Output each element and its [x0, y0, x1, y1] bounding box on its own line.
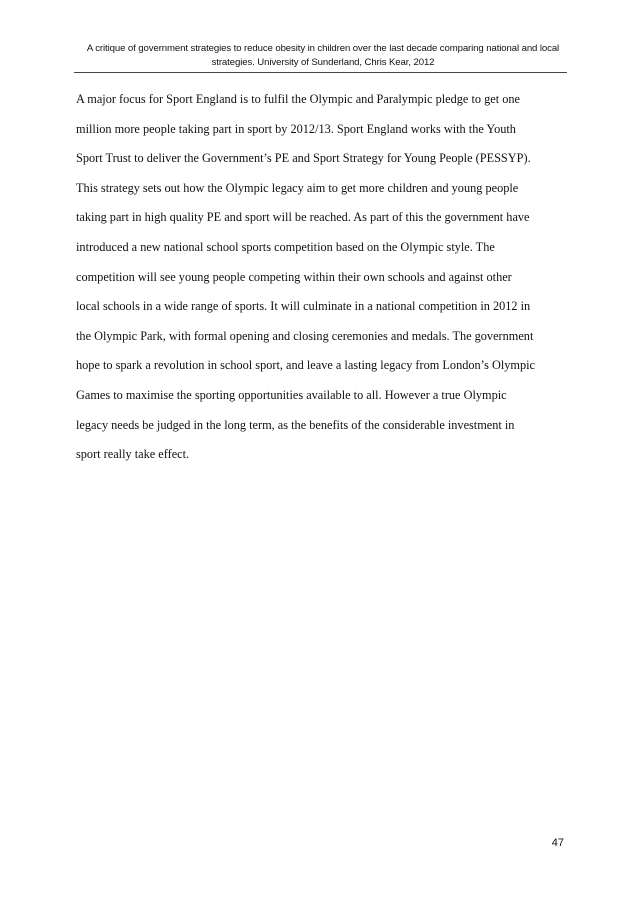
running-header: A critique of government strategies to reduce obesity in children over the last decade comparing national and local strategies. University of Sunderland, Chris Kear, 2012 — [86, 43, 560, 68]
body-paragraph: A major focus for Sport England is to fulfil the Olympic and Paralympic pledge to get one million more people taking part in sport by 2012/13. Sport England works with the Youth Sport Trust to deliver the Government’s PE and Sport Strategy for Young People (PESSYP). This strategy sets out how the Olympic legacy aim to get more children and young people taking part in high quality PE and sport will be reached. As part of this the government have introduced a new national school sports competition based on the Olympic style. The competition will see young people competing within their own schools and against other local schools in a wide range of sports. It will culminate in a national competition in 2012 in the Olympic Park, with formal opening and closing ceremonies and medals. The government hope to spark a revolution in school sport, and leave a lasting legacy from London’s Olympic Games to maximise the sporting opportunities available to all. However a true Olympic legacy needs be judged in the long term, as the benefits of the considerable investment in sport really take effect. — [76, 92, 535, 462]
header-divider — [74, 72, 567, 73]
page-number: 47 — [551, 837, 564, 849]
